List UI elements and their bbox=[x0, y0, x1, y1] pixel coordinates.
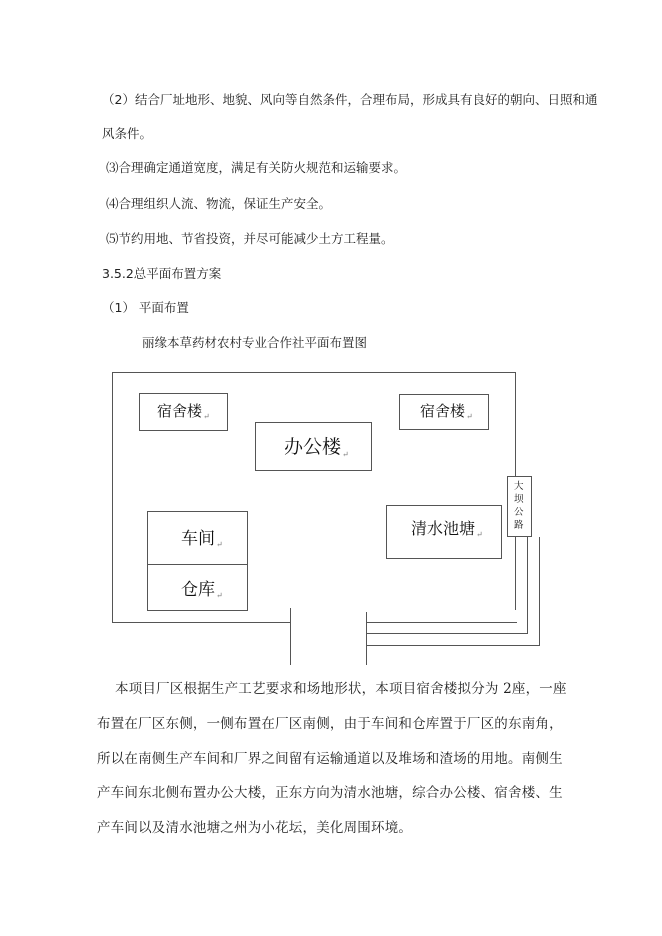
body-line-3: 所以在南侧生产车间和厂界之间留有运输通道以及堆场和渣场的用地。南侧生 bbox=[97, 751, 563, 767]
dormitory-right-label: 宿舍楼↵ bbox=[420, 402, 473, 421]
warehouse-label: 仓库↵ bbox=[181, 580, 223, 600]
body-line-4: 产车间东北侧布置办公大楼，正东方向为清水池塘，综合办公楼、宿舍楼、生 bbox=[97, 785, 563, 801]
dormitory-right-box bbox=[399, 394, 489, 430]
workshop-box bbox=[147, 511, 248, 565]
gate-box bbox=[507, 476, 532, 537]
body-line-5: 产车间以及清水池塘之州为小花坛，美化周围环境。 bbox=[97, 820, 413, 836]
office-box bbox=[255, 422, 372, 471]
boundary-left bbox=[112, 372, 113, 623]
road-left-edge bbox=[290, 608, 291, 665]
dormitory-left-box bbox=[139, 393, 228, 431]
body-line-2: 布置在厂区东侧，一侧布置在厂区南侧，由于车间和仓库置于厂区的东南角， bbox=[97, 716, 563, 732]
dormitory-left-label: 宿舍楼↵ bbox=[157, 402, 210, 421]
boundary-bottom-right bbox=[366, 622, 517, 623]
diagram-title: 丽缘本草药材农村专业合作社平面布置图 bbox=[142, 335, 368, 350]
item-5: ⑸节约用地、节省投资，并尽可能减少土方工程量。 bbox=[106, 231, 394, 246]
warehouse-box bbox=[147, 564, 248, 611]
item-2-line-1: （2）结合厂址地形、地貌、风向等自然条件，合理布局，形成具有良好的朝向、日照和通 bbox=[102, 92, 598, 107]
gate-label: 大坝公路 bbox=[514, 481, 524, 531]
road-line-1 bbox=[366, 633, 528, 634]
item-4: ⑷合理组织人流、物流，保证生产安全。 bbox=[106, 196, 332, 211]
body-line-1: 本项目厂区根据生产工艺要求和场地形状，本项目宿舍楼拟分为 2座，一座 bbox=[115, 681, 567, 697]
road-line-1-vertical bbox=[527, 537, 528, 633]
item-3: ⑶合理确定通道宽度，满足有关防火规范和运输要求。 bbox=[106, 160, 407, 175]
boundary-top bbox=[112, 372, 515, 373]
office-label: 办公楼↵ bbox=[284, 436, 349, 459]
item-2-line-2: 风条件。 bbox=[102, 126, 153, 141]
road-right-edge bbox=[366, 612, 367, 665]
pond-box bbox=[386, 505, 502, 559]
workshop-label: 车间↵ bbox=[181, 529, 223, 549]
road-line-2 bbox=[366, 645, 540, 646]
road-line-2-vertical bbox=[539, 537, 540, 645]
sub-heading: （1） 平面布置 bbox=[102, 300, 189, 315]
pond-label: 清水池塘↵ bbox=[411, 519, 483, 539]
section-heading: 3.5.2总平面布置方案 bbox=[102, 266, 222, 281]
boundary-bottom-left bbox=[112, 622, 290, 623]
